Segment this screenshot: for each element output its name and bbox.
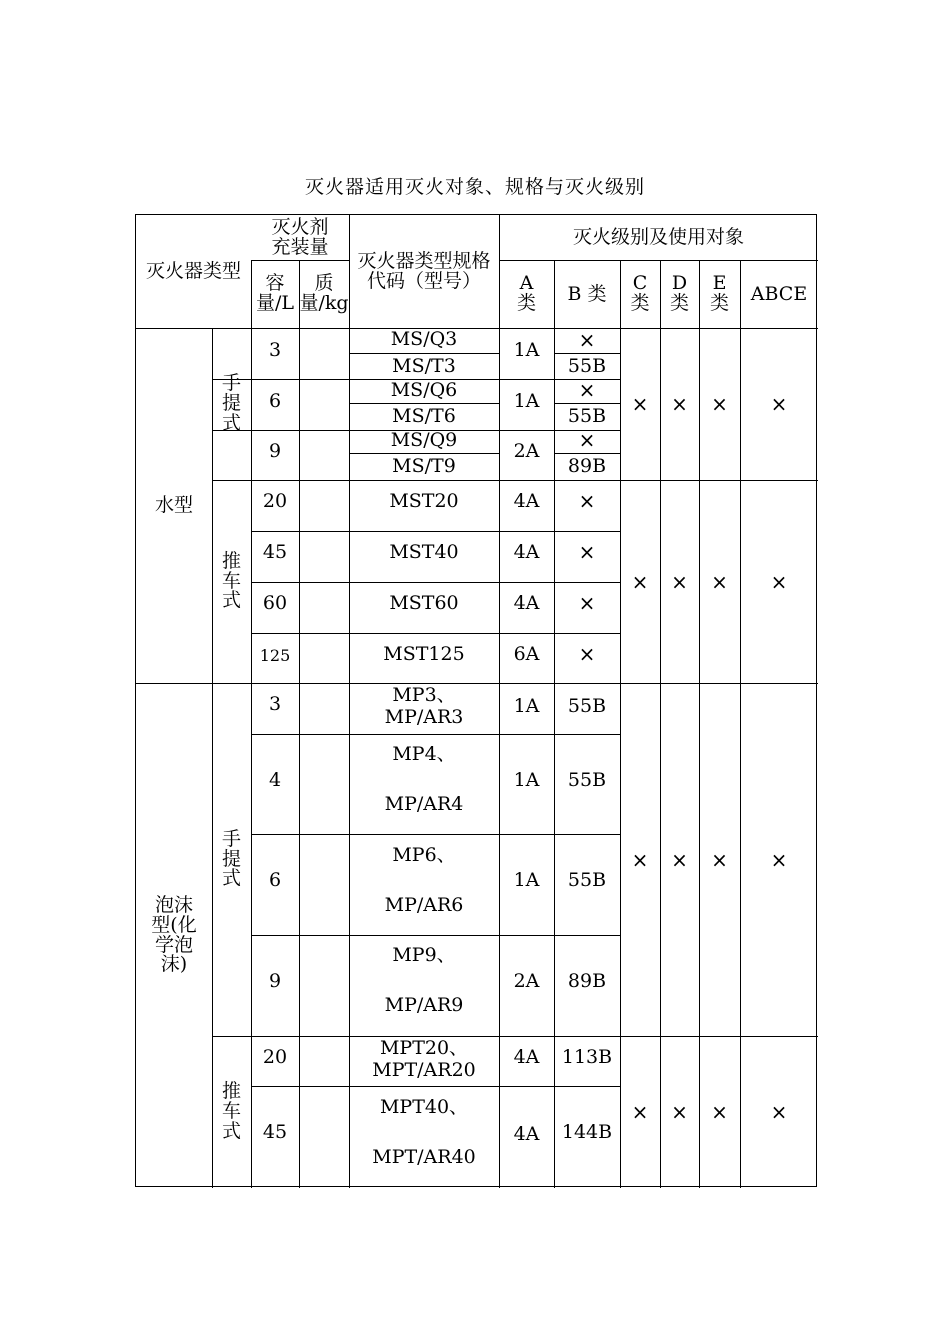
- extinguisher-table: [135, 214, 817, 1187]
- class-d-cell: ×: [671, 569, 688, 594]
- header-model: 灭火器类型规格代码（型号）: [357, 249, 491, 292]
- model-cell: MST60: [389, 591, 459, 614]
- model-cell: MS/Q9: [390, 428, 458, 451]
- model-cell: MP/AR4: [384, 792, 464, 815]
- class-a-cell: 6A: [513, 642, 540, 665]
- class-c-cell: ×: [631, 1100, 649, 1124]
- model-cell: MST20: [389, 489, 459, 512]
- model-cell: MPT40、: [379, 1095, 469, 1118]
- header-mass: 质量/kg: [299, 272, 349, 314]
- class-a-cell: 1A: [513, 338, 540, 361]
- class-a-cell: 4A: [513, 1122, 540, 1145]
- class-b-cell: 113B: [561, 1045, 613, 1068]
- class-e-cell: ×: [711, 392, 728, 416]
- header-class-a: A类: [516, 272, 536, 314]
- capacity-cell: 9: [268, 969, 282, 992]
- class-b-cell: ×: [578, 327, 596, 352]
- header-type: 灭火器类型: [146, 260, 242, 283]
- class-a-cell: 1A: [513, 768, 540, 791]
- capacity-cell: 6: [268, 868, 282, 891]
- capacity-cell: 3: [268, 692, 282, 715]
- model-cell: MP/AR6: [384, 893, 464, 916]
- capacity-cell: 20: [262, 489, 288, 512]
- capacity-cell: 3: [268, 338, 282, 361]
- subgroup-foam-wheeled: 推车式: [222, 1080, 242, 1142]
- header-capacity: 容量/L: [256, 272, 295, 314]
- class-b-cell: 55B: [567, 405, 607, 428]
- header-charge: 灭火剂充装量: [271, 215, 329, 258]
- capacity-cell: 125: [259, 646, 291, 666]
- class-a-cell: 2A: [513, 439, 540, 462]
- model-cell: MPT/AR20: [372, 1058, 476, 1081]
- class-b-cell: 55B: [567, 694, 607, 717]
- header-class-e: E类: [709, 272, 729, 314]
- class-d-cell: ×: [671, 392, 688, 416]
- model-cell: MPT/AR40: [372, 1145, 476, 1168]
- class-a-cell: 4A: [513, 540, 540, 563]
- class-b-cell: ×: [578, 642, 596, 666]
- class-b-cell: 55B: [567, 768, 607, 791]
- model-cell: MS/Q3: [390, 328, 458, 351]
- class-abce-cell: ×: [770, 1100, 788, 1124]
- capacity-cell: 20: [262, 1045, 288, 1068]
- group-foam: 泡沫型(化学泡沫): [151, 893, 197, 976]
- class-a-cell: 4A: [513, 489, 540, 512]
- header-rating: 灭火级别及使用对象: [572, 226, 744, 249]
- class-b-cell: ×: [578, 378, 596, 402]
- class-e-cell: ×: [711, 847, 728, 872]
- subgroup-water-wheeled: 推车式: [222, 549, 242, 612]
- model-cell: MS/T6: [392, 405, 456, 428]
- class-b-cell: ×: [578, 489, 596, 513]
- header-class-c: C类: [630, 272, 650, 314]
- class-c-cell: ×: [631, 392, 649, 416]
- class-c-cell: ×: [631, 569, 649, 594]
- class-a-cell: 2A: [513, 969, 540, 992]
- class-a-cell: 1A: [513, 868, 540, 891]
- group-water: 水型: [154, 494, 193, 517]
- model-cell: MP3、: [392, 683, 456, 706]
- class-abce-cell: ×: [770, 392, 788, 416]
- class-b-cell: 55B: [567, 868, 607, 891]
- model-cell: MS/T3: [392, 354, 456, 377]
- header-class-d: D类: [670, 272, 690, 314]
- header-class-b: B 类: [567, 282, 607, 305]
- model-cell: MPT20、: [379, 1036, 469, 1059]
- model-cell: MP9、: [392, 943, 456, 966]
- class-a-cell: 4A: [513, 591, 540, 614]
- class-a-cell: 4A: [513, 1045, 540, 1068]
- class-abce-cell: ×: [770, 847, 788, 872]
- model-cell: MST40: [389, 540, 459, 563]
- class-b-cell: ×: [578, 428, 596, 452]
- class-a-cell: 1A: [513, 389, 540, 412]
- class-b-cell: ×: [578, 591, 596, 615]
- capacity-cell: 6: [268, 389, 282, 412]
- class-b-cell: 89B: [567, 969, 607, 992]
- capacity-cell: 45: [262, 1120, 288, 1143]
- subgroup-water-handheld: 手提式: [222, 372, 242, 434]
- class-a-cell: 1A: [513, 694, 540, 717]
- class-e-cell: ×: [711, 569, 728, 594]
- class-d-cell: ×: [671, 1100, 688, 1124]
- capacity-cell: 60: [262, 591, 288, 614]
- class-c-cell: ×: [631, 847, 649, 872]
- capacity-cell: 45: [262, 540, 288, 563]
- model-cell: MST125: [383, 642, 465, 665]
- model-cell: MP/AR9: [384, 993, 464, 1016]
- class-d-cell: ×: [671, 847, 688, 872]
- subgroup-foam-handheld: 手提式: [222, 827, 242, 890]
- class-b-cell: 89B: [567, 455, 607, 478]
- grid-line: [299, 260, 300, 1188]
- model-cell: MP/AR3: [384, 705, 464, 728]
- class-e-cell: ×: [711, 1100, 728, 1124]
- capacity-cell: 9: [268, 439, 282, 462]
- model-cell: MS/T9: [392, 455, 456, 478]
- model-cell: MS/Q6: [390, 378, 458, 401]
- capacity-cell: 4: [268, 768, 282, 791]
- class-b-cell: 144B: [561, 1120, 613, 1143]
- class-b-cell: ×: [578, 540, 596, 564]
- class-b-cell: 55B: [567, 354, 607, 377]
- model-cell: MP6、: [392, 843, 456, 866]
- class-abce-cell: ×: [770, 569, 788, 594]
- header-class-abce: ABCE: [750, 282, 808, 305]
- page-title: 灭火器适用灭火对象、规格与灭火级别: [304, 176, 645, 198]
- model-cell: MP4、: [392, 742, 456, 765]
